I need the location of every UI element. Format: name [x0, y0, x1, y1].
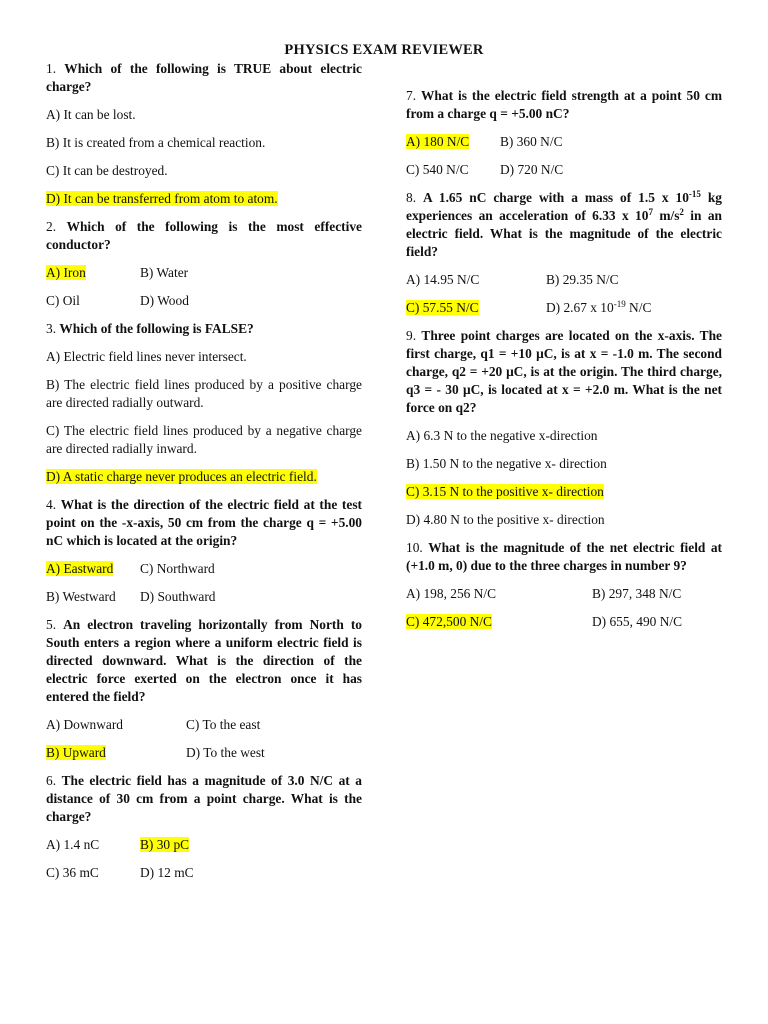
question-4 [46, 496, 362, 550]
option-d: D) To the west [186, 745, 265, 760]
answer-highlight: A) 180 N/C [406, 134, 470, 149]
options-row [46, 836, 362, 854]
answer-highlight: D) A static charge never produces an electric field. [46, 469, 317, 484]
options-row [46, 864, 362, 882]
option-c: C) To the east [186, 717, 261, 732]
options-row [46, 560, 362, 578]
option-c-answer [406, 613, 592, 631]
question-7 [406, 87, 722, 123]
options-row [46, 588, 362, 606]
option-b: B) 1.50 N to the negative x- direction [406, 456, 607, 471]
answer-highlight: C) 3.15 N to the positive x- direction [406, 484, 604, 499]
options-row [46, 292, 362, 310]
option-b-answer [140, 836, 189, 854]
question-number: 2. [46, 219, 57, 234]
option-a: A) 1.4 nC [46, 837, 100, 852]
option-a: A) 198, 256 N/C [406, 586, 497, 601]
option-d: D) 720 N/C [500, 162, 564, 177]
option-d: D) 12 mC [140, 865, 194, 880]
option-c: C) The electric field lines produced by a negative charge are directed radially inward. [46, 423, 362, 456]
options-row [406, 613, 722, 631]
question-5 [46, 616, 362, 706]
options-row [406, 161, 722, 179]
option-b: B) The electric field lines produced by a positive charge are directed radially outward. [46, 377, 362, 410]
question-text: What is the magnitude of the net electric field at (+1.0 m, 0) due to the three charges in number 9? [406, 540, 722, 573]
answer-highlight: B) Upward [46, 745, 106, 760]
option-b: B) Water [140, 265, 189, 280]
question-number: 8. [406, 190, 417, 205]
question-text: What is the direction of the electric field at the test point on the -x-axis, 50 cm from the charge q = +5.00 nC which is located at the origin? [46, 497, 362, 548]
answer-highlight: B) 30 pC [140, 837, 190, 852]
question-number: 3. [46, 321, 57, 336]
question-number: 1. [46, 61, 57, 76]
question-8 [406, 189, 722, 261]
options-row [46, 744, 362, 762]
question-number: 6. [46, 773, 57, 788]
question-text: Which of the following is TRUE about electric charge? [46, 61, 362, 94]
question-3 [46, 320, 362, 338]
option-d: D) 4.80 N to the positive x- direction [406, 512, 605, 527]
option-c-answer [406, 299, 546, 317]
option-b: B) 360 N/C [500, 134, 563, 149]
option-b-answer [46, 744, 186, 762]
answer-highlight: A) Eastward [46, 561, 114, 576]
option-c: C) 540 N/C [406, 162, 469, 177]
options-row [406, 133, 722, 151]
question-text: Which of the following is FALSE? [59, 321, 254, 336]
answer-highlight: D) It can be transferred from atom to atom. [46, 191, 278, 206]
option-b: B) Westward [46, 589, 116, 604]
option-a: A) Electric field lines never intersect. [46, 349, 247, 364]
question-text: An electron traveling horizontally from North to South enters a region where a uniform electric field is directed downward. What is the direction of the electric force exerted on the electron once it has entered the field? [46, 617, 362, 704]
options-row [406, 299, 722, 317]
question-text: What is the electric field strength at a point 50 cm from a charge q = +5.00 nC? [406, 88, 722, 121]
option-a-answer [406, 133, 500, 151]
question-1 [46, 60, 362, 96]
option-a-answer [46, 264, 140, 282]
option-b: B) 297, 348 N/C [592, 586, 682, 601]
option-a: A) It can be lost. [46, 107, 136, 122]
option-c: C) Northward [140, 561, 215, 576]
option-c: C) It can be destroyed. [46, 163, 168, 178]
option-c: C) 36 mC [46, 865, 99, 880]
right-column [406, 87, 722, 631]
question-number: 9. [406, 328, 417, 343]
answer-highlight: C) 472,500 N/C [406, 614, 492, 629]
option-c: C) Oil [46, 293, 80, 308]
page-title: PHYSICS EXAM REVIEWER [284, 42, 484, 58]
answer-highlight: C) 57.55 N/C [406, 300, 479, 315]
left-column [46, 60, 362, 882]
question-9 [406, 327, 722, 417]
question-text: The electric field has a magnitude of 3.0 N/C at a distance of 30 cm from a point charge. What is the charge? [46, 773, 362, 824]
option-d: D) Southward [140, 589, 216, 604]
option-a: A) 14.95 N/C [406, 272, 480, 287]
question-text: A 1.65 nC charge with a mass of 1.5 x $10^{-15}$ kg experiences an acceleration of 6.33 x $10^7$ $m/s^2$ in an electric field. What is the magnitude of the electric field? [406, 189, 722, 259]
option-d-answer [46, 190, 362, 208]
options-row [46, 716, 362, 734]
question-10 [406, 539, 722, 575]
option-a: A) Downward [46, 717, 123, 732]
option-c-answer [406, 483, 722, 501]
answer-highlight: A) Iron [46, 265, 86, 280]
option-a-answer [46, 560, 140, 578]
question-text: Three point charges are located on the x-axis. The first charge, q1 = +10 μC, is at x = -1.0 m. The second charge, q2 = +20 μC, is at the origin. The third charge, q3 = - 30 μC, is located at x = +2.0 m. What is the net force on q2? [406, 328, 722, 415]
option-d: D) 2.67 x $10^{-19}$ N/C [546, 299, 652, 315]
options-row [406, 585, 722, 603]
option-d-answer [46, 468, 362, 486]
question-number: 10. [406, 540, 423, 555]
option-b: B) It is created from a chemical reaction. [46, 135, 266, 150]
option-b: B) 29.35 N/C [546, 272, 619, 287]
options-row [46, 264, 362, 282]
question-text: Which of the following is the most effective conductor? [46, 219, 362, 252]
question-number: 5. [46, 617, 57, 632]
option-d: D) 655, 490 N/C [592, 614, 683, 629]
options-row [406, 271, 722, 289]
question-6 [46, 772, 362, 826]
option-d: D) Wood [140, 293, 189, 308]
question-2 [46, 218, 362, 254]
question-number: 4. [46, 497, 57, 512]
question-number: 7. [406, 88, 417, 103]
option-a: A) 6.3 N to the negative x-direction [406, 428, 598, 443]
